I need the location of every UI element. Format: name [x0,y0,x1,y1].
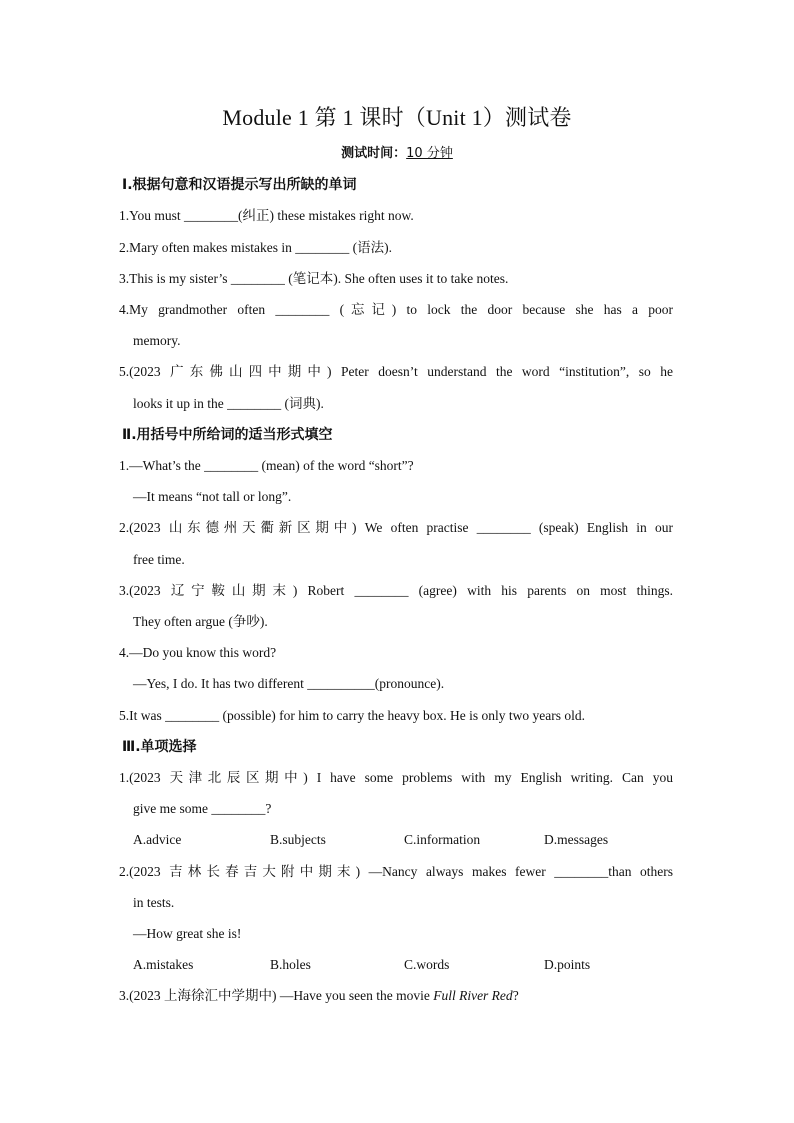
question-line: 1.You must ________(纠正) these mistakes right now. [119,208,414,223]
option-c[interactable]: C.words [404,957,450,972]
test-time [0,145,794,163]
question-line-continued: free time. [133,552,185,567]
question-line-continued: —How great she is! [133,926,242,941]
question-line-continued: in tests. [133,895,175,910]
question-line: 2.Mary often makes mistakes in ________ (语法). [119,240,392,255]
question-mark: ? [512,988,519,1003]
question-line-continued: They often argue (争吵). [133,614,268,629]
option-d[interactable]: D.points [544,957,591,972]
option-c[interactable]: C.information [404,832,481,847]
question-line-continued: give me some ________? [133,801,272,816]
option-d[interactable]: D.messages [544,832,609,847]
option-b[interactable]: B.holes [270,957,311,972]
question-line-continued: looks it up in the ________ (词典). [133,396,324,411]
movie-title: Full River Red [433,988,513,1003]
section-heading-3: Ⅲ.单项选择 [122,739,197,755]
page-title: Module 1 第 1 课时（Unit 1）测试卷 [222,105,572,130]
question-line: 1.—What’s the ________ (mean) of the word “short”? [119,458,414,473]
option-a[interactable]: A.mistakes [133,957,194,972]
question-line: 5.It was ________ (possible) for him to carry the heavy box. He is only two years old. [119,708,586,723]
question-line: 4.—Do you know this word? [119,645,277,660]
question-line [119,986,673,1006]
section-heading-1: Ⅰ.根据句意和汉语提示写出所缺的单词 [122,177,357,193]
question-line: 5.(2023 广东佛山四中期中) Peter doesn’t understand the word “institution”, so he [119,364,673,379]
section-heading-2: Ⅱ.用括号中所给词的适当形式填空 [122,427,333,443]
test-time-label: 测试时间： [341,146,407,161]
option-b[interactable]: B.subjects [270,832,326,847]
question-line: 2.(2023 山东德州天衢新区期中) We often practise ________ (speak) English in our [119,520,673,535]
option-a[interactable]: A.advice [133,832,182,847]
test-time-value: 10 分钟 [406,146,453,161]
question-line-continued: —Yes, I do. It has two different __________(pronounce). [133,676,445,691]
question-line: 4.My grandmother often ________ (忘记) to lock the door because she has a poor [119,302,673,317]
question-line-continued: memory. [133,333,181,348]
question-line-continued: —It means “not tall or long”. [133,489,292,504]
question-line: 2.(2023 吉林长春吉大附中期末) —Nancy always makes fewer ________than others [119,864,673,879]
question-text: 3.(2023 上海徐汇中学期中) —Have you seen the movie [119,988,434,1003]
question-line: 3.This is my sister’s ________ (笔记本). She often uses it to take notes. [119,271,509,286]
question-line: 3.(2023 辽宁鞍山期末) Robert ________ (agree) with his parents on most things. [119,583,673,598]
question-line: 1.(2023 天津北辰区期中) I have some problems with my English writing. Can you [119,770,673,785]
